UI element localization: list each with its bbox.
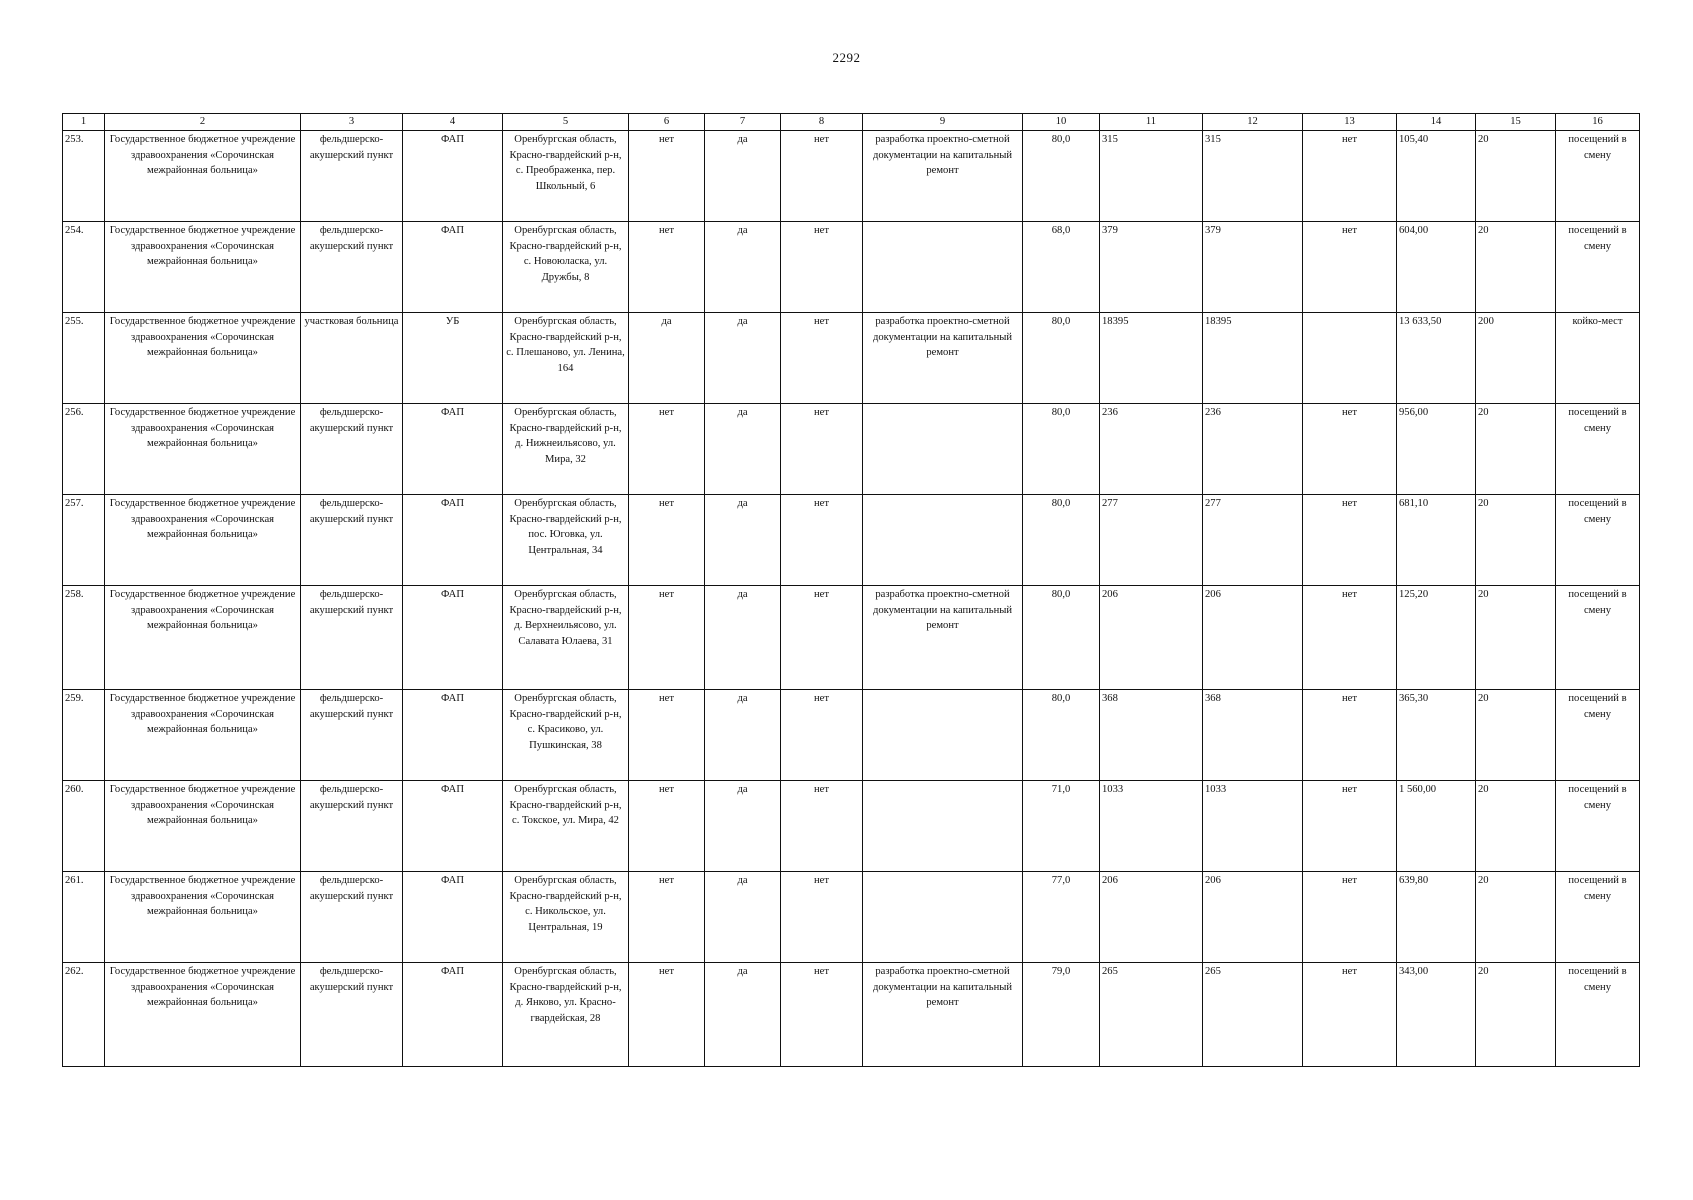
facility-abbreviation: ФАП — [403, 963, 503, 1067]
row-number: 257. — [63, 495, 105, 586]
column-header: 9 — [863, 114, 1023, 131]
column-header: 14 — [1397, 114, 1476, 131]
planned-works — [863, 404, 1023, 495]
planned-works: разработка проектно-сметной документации на капитальный ремонт — [863, 963, 1023, 1067]
col15-value: 200 — [1476, 313, 1556, 404]
col6-value: да — [629, 313, 705, 404]
capacity-unit: посещений в смену — [1556, 586, 1640, 690]
table-row — [63, 495, 1640, 586]
facility-address: Оренбургская область, Красно-гвардейский р-н, с. Красиково, ул. Пушкинская, 38 — [503, 690, 629, 781]
row-number: 254. — [63, 222, 105, 313]
column-header: 12 — [1203, 114, 1303, 131]
column-header: 8 — [781, 114, 863, 131]
row-number: 255. — [63, 313, 105, 404]
row-number: 261. — [63, 872, 105, 963]
col8-value: нет — [781, 313, 863, 404]
facility-type: фельдшерско-акушерский пункт — [301, 872, 403, 963]
col8-value: нет — [781, 872, 863, 963]
column-header: 11 — [1100, 114, 1203, 131]
organization-name: Государственное бюджетное учреждение здравоохранения «Сорочинская межрайонная больница» — [105, 313, 301, 404]
col6-value: нет — [629, 963, 705, 1067]
col12-value: 206 — [1203, 872, 1303, 963]
col14-value: 13 633,50 — [1397, 313, 1476, 404]
col8-value: нет — [781, 690, 863, 781]
organization-name: Государственное бюджетное учреждение здравоохранения «Сорочинская межрайонная больница» — [105, 690, 301, 781]
col7-value: да — [705, 495, 781, 586]
facility-address: Оренбургская область, Красно-гвардейский р-н, д. Верхнеильясово, ул. Салавата Юлаева, 31 — [503, 586, 629, 690]
col14-value: 343,00 — [1397, 963, 1476, 1067]
table-row — [63, 222, 1640, 313]
col15-value: 20 — [1476, 222, 1556, 313]
col14-value: 125,20 — [1397, 586, 1476, 690]
col12-value: 368 — [1203, 690, 1303, 781]
facility-address: Оренбургская область, Красно-гвардейский р-н, с. Новоюласка, ул. Дружбы, 8 — [503, 222, 629, 313]
column-header: 3 — [301, 114, 403, 131]
col8-value: нет — [781, 586, 863, 690]
col11-value: 236 — [1100, 404, 1203, 495]
organization-name: Государственное бюджетное учреждение здравоохранения «Сорочинская межрайонная больница» — [105, 586, 301, 690]
col14-value: 681,10 — [1397, 495, 1476, 586]
col12-value: 265 — [1203, 963, 1303, 1067]
col8-value: нет — [781, 963, 863, 1067]
col11-value: 368 — [1100, 690, 1203, 781]
organization-name: Государственное бюджетное учреждение здравоохранения «Сорочинская межрайонная больница» — [105, 781, 301, 872]
col14-value: 956,00 — [1397, 404, 1476, 495]
col14-value: 1 560,00 — [1397, 781, 1476, 872]
col12-value: 1033 — [1203, 781, 1303, 872]
capacity-unit: посещений в смену — [1556, 131, 1640, 222]
col7-value: да — [705, 872, 781, 963]
col6-value: нет — [629, 586, 705, 690]
row-number: 258. — [63, 586, 105, 690]
row-number: 262. — [63, 963, 105, 1067]
column-header: 1 — [63, 114, 105, 131]
planned-works — [863, 222, 1023, 313]
column-number-header-row — [63, 114, 1640, 131]
planned-works — [863, 872, 1023, 963]
col7-value: да — [705, 586, 781, 690]
planned-works: разработка проектно-сметной документации на капитальный ремонт — [863, 586, 1023, 690]
column-header: 16 — [1556, 114, 1640, 131]
column-header: 5 — [503, 114, 629, 131]
col8-value: нет — [781, 495, 863, 586]
col12-value: 236 — [1203, 404, 1303, 495]
organization-name: Государственное бюджетное учреждение здравоохранения «Сорочинская межрайонная больница» — [105, 872, 301, 963]
col13-value: нет — [1303, 586, 1397, 690]
col15-value: 20 — [1476, 872, 1556, 963]
table-row — [63, 690, 1640, 781]
col15-value: 20 — [1476, 495, 1556, 586]
column-header: 2 — [105, 114, 301, 131]
col6-value: нет — [629, 872, 705, 963]
col15-value: 20 — [1476, 404, 1556, 495]
col12-value: 277 — [1203, 495, 1303, 586]
col15-value: 20 — [1476, 963, 1556, 1067]
column-header: 4 — [403, 114, 503, 131]
col13-value: нет — [1303, 690, 1397, 781]
col14-value: 604,00 — [1397, 222, 1476, 313]
col8-value: нет — [781, 222, 863, 313]
col13-value: нет — [1303, 495, 1397, 586]
capacity-unit: посещений в смену — [1556, 781, 1640, 872]
col13-value: нет — [1303, 872, 1397, 963]
col8-value: нет — [781, 781, 863, 872]
col13-value: нет — [1303, 963, 1397, 1067]
col10-value: 80,0 — [1023, 690, 1100, 781]
row-number: 260. — [63, 781, 105, 872]
capacity-unit: посещений в смену — [1556, 495, 1640, 586]
column-header: 15 — [1476, 114, 1556, 131]
organization-name: Государственное бюджетное учреждение здравоохранения «Сорочинская межрайонная больница» — [105, 222, 301, 313]
col6-value: нет — [629, 404, 705, 495]
column-header: 6 — [629, 114, 705, 131]
table-row — [63, 963, 1640, 1067]
col13-value — [1303, 313, 1397, 404]
col8-value: нет — [781, 404, 863, 495]
facility-type: участковая больница — [301, 313, 403, 404]
facility-type: фельдшерско-акушерский пункт — [301, 781, 403, 872]
planned-works — [863, 495, 1023, 586]
col12-value: 379 — [1203, 222, 1303, 313]
column-header: 13 — [1303, 114, 1397, 131]
facility-address: Оренбургская область, Красно-гвардейский р-н, с. Преображенка, пер. Школьный, 6 — [503, 131, 629, 222]
facility-address: Оренбургская область, Красно-гвардейский р-н, с. Токское, ул. Мира, 42 — [503, 781, 629, 872]
facility-address: Оренбургская область, Красно-гвардейский р-н, пос. Юговка, ул. Центральная, 34 — [503, 495, 629, 586]
facility-type: фельдшерско-акушерский пункт — [301, 131, 403, 222]
facility-address: Оренбургская область, Красно-гвардейский р-н, с. Плешаново, ул. Ленина, 164 — [503, 313, 629, 404]
table-row — [63, 586, 1640, 690]
col10-value: 77,0 — [1023, 872, 1100, 963]
col15-value: 20 — [1476, 690, 1556, 781]
col7-value: да — [705, 690, 781, 781]
col7-value: да — [705, 313, 781, 404]
col10-value: 80,0 — [1023, 495, 1100, 586]
col11-value: 265 — [1100, 963, 1203, 1067]
col6-value: нет — [629, 131, 705, 222]
facility-type: фельдшерско-акушерский пункт — [301, 404, 403, 495]
col15-value: 20 — [1476, 131, 1556, 222]
col11-value: 18395 — [1100, 313, 1203, 404]
col6-value: нет — [629, 222, 705, 313]
col11-value: 379 — [1100, 222, 1203, 313]
col11-value: 206 — [1100, 586, 1203, 690]
col6-value: нет — [629, 495, 705, 586]
table-row — [63, 313, 1640, 404]
table-row — [63, 131, 1640, 222]
col10-value: 71,0 — [1023, 781, 1100, 872]
capacity-unit: посещений в смену — [1556, 690, 1640, 781]
facility-abbreviation: ФАП — [403, 586, 503, 690]
organization-name: Государственное бюджетное учреждение здравоохранения «Сорочинская межрайонная больница» — [105, 404, 301, 495]
col11-value: 315 — [1100, 131, 1203, 222]
capacity-unit: посещений в смену — [1556, 872, 1640, 963]
row-number: 259. — [63, 690, 105, 781]
planned-works: разработка проектно-сметной документации на капитальный ремонт — [863, 131, 1023, 222]
facility-abbreviation: ФАП — [403, 404, 503, 495]
col11-value: 206 — [1100, 872, 1203, 963]
col15-value: 20 — [1476, 781, 1556, 872]
col13-value: нет — [1303, 131, 1397, 222]
col10-value: 80,0 — [1023, 404, 1100, 495]
capacity-unit: койко-мест — [1556, 313, 1640, 404]
col14-value: 365,30 — [1397, 690, 1476, 781]
page-number: 2292 — [832, 50, 861, 65]
row-number: 253. — [63, 131, 105, 222]
col10-value: 80,0 — [1023, 131, 1100, 222]
facility-abbreviation: ФАП — [403, 690, 503, 781]
col11-value: 1033 — [1100, 781, 1203, 872]
col14-value: 105,40 — [1397, 131, 1476, 222]
col10-value: 80,0 — [1023, 586, 1100, 690]
facility-type: фельдшерско-акушерский пункт — [301, 586, 403, 690]
facility-abbreviation: ФАП — [403, 872, 503, 963]
col12-value: 206 — [1203, 586, 1303, 690]
capacity-unit: посещений в смену — [1556, 404, 1640, 495]
col11-value: 277 — [1100, 495, 1203, 586]
col8-value: нет — [781, 131, 863, 222]
table-row — [63, 781, 1640, 872]
organization-name: Государственное бюджетное учреждение здравоохранения «Сорочинская межрайонная больница» — [105, 495, 301, 586]
facility-type: фельдшерско-акушерский пункт — [301, 963, 403, 1067]
planned-works — [863, 690, 1023, 781]
facility-abbreviation: ФАП — [403, 131, 503, 222]
capacity-unit: посещений в смену — [1556, 963, 1640, 1067]
facility-type: фельдшерско-акушерский пункт — [301, 690, 403, 781]
col14-value: 639,80 — [1397, 872, 1476, 963]
col7-value: да — [705, 963, 781, 1067]
col7-value: да — [705, 131, 781, 222]
facility-address: Оренбургская область, Красно-гвардейский р-н, д. Нижнеильясово, ул. Мира, 32 — [503, 404, 629, 495]
col13-value: нет — [1303, 222, 1397, 313]
facility-abbreviation: ФАП — [403, 781, 503, 872]
col13-value: нет — [1303, 404, 1397, 495]
facility-abbreviation: УБ — [403, 313, 503, 404]
col10-value: 68,0 — [1023, 222, 1100, 313]
facility-abbreviation: ФАП — [403, 222, 503, 313]
table-body — [63, 131, 1640, 1067]
col12-value: 315 — [1203, 131, 1303, 222]
row-number: 256. — [63, 404, 105, 495]
organization-name: Государственное бюджетное учреждение здравоохранения «Сорочинская межрайонная больница» — [105, 131, 301, 222]
capacity-unit: посещений в смену — [1556, 222, 1640, 313]
col6-value: нет — [629, 690, 705, 781]
facility-address: Оренбургская область, Красно-гвардейский р-н, с. Никольское, ул. Центральная, 19 — [503, 872, 629, 963]
col7-value: да — [705, 222, 781, 313]
col7-value: да — [705, 781, 781, 872]
organization-name: Государственное бюджетное учреждение здравоохранения «Сорочинская межрайонная больница» — [105, 963, 301, 1067]
col6-value: нет — [629, 781, 705, 872]
table-row — [63, 404, 1640, 495]
col10-value: 80,0 — [1023, 313, 1100, 404]
table-row — [63, 872, 1640, 963]
column-header: 10 — [1023, 114, 1100, 131]
facility-type: фельдшерско-акушерский пункт — [301, 222, 403, 313]
planned-works — [863, 781, 1023, 872]
facility-address: Оренбургская область, Красно-гвардейский р-н, д. Янково, ул. Красно-гвардейская, 28 — [503, 963, 629, 1067]
facilities-table — [62, 113, 1640, 1067]
col13-value: нет — [1303, 781, 1397, 872]
facility-type: фельдшерско-акушерский пункт — [301, 495, 403, 586]
col10-value: 79,0 — [1023, 963, 1100, 1067]
col7-value: да — [705, 404, 781, 495]
column-header: 7 — [705, 114, 781, 131]
planned-works: разработка проектно-сметной документации на капитальный ремонт — [863, 313, 1023, 404]
col15-value: 20 — [1476, 586, 1556, 690]
col12-value: 18395 — [1203, 313, 1303, 404]
facility-abbreviation: ФАП — [403, 495, 503, 586]
